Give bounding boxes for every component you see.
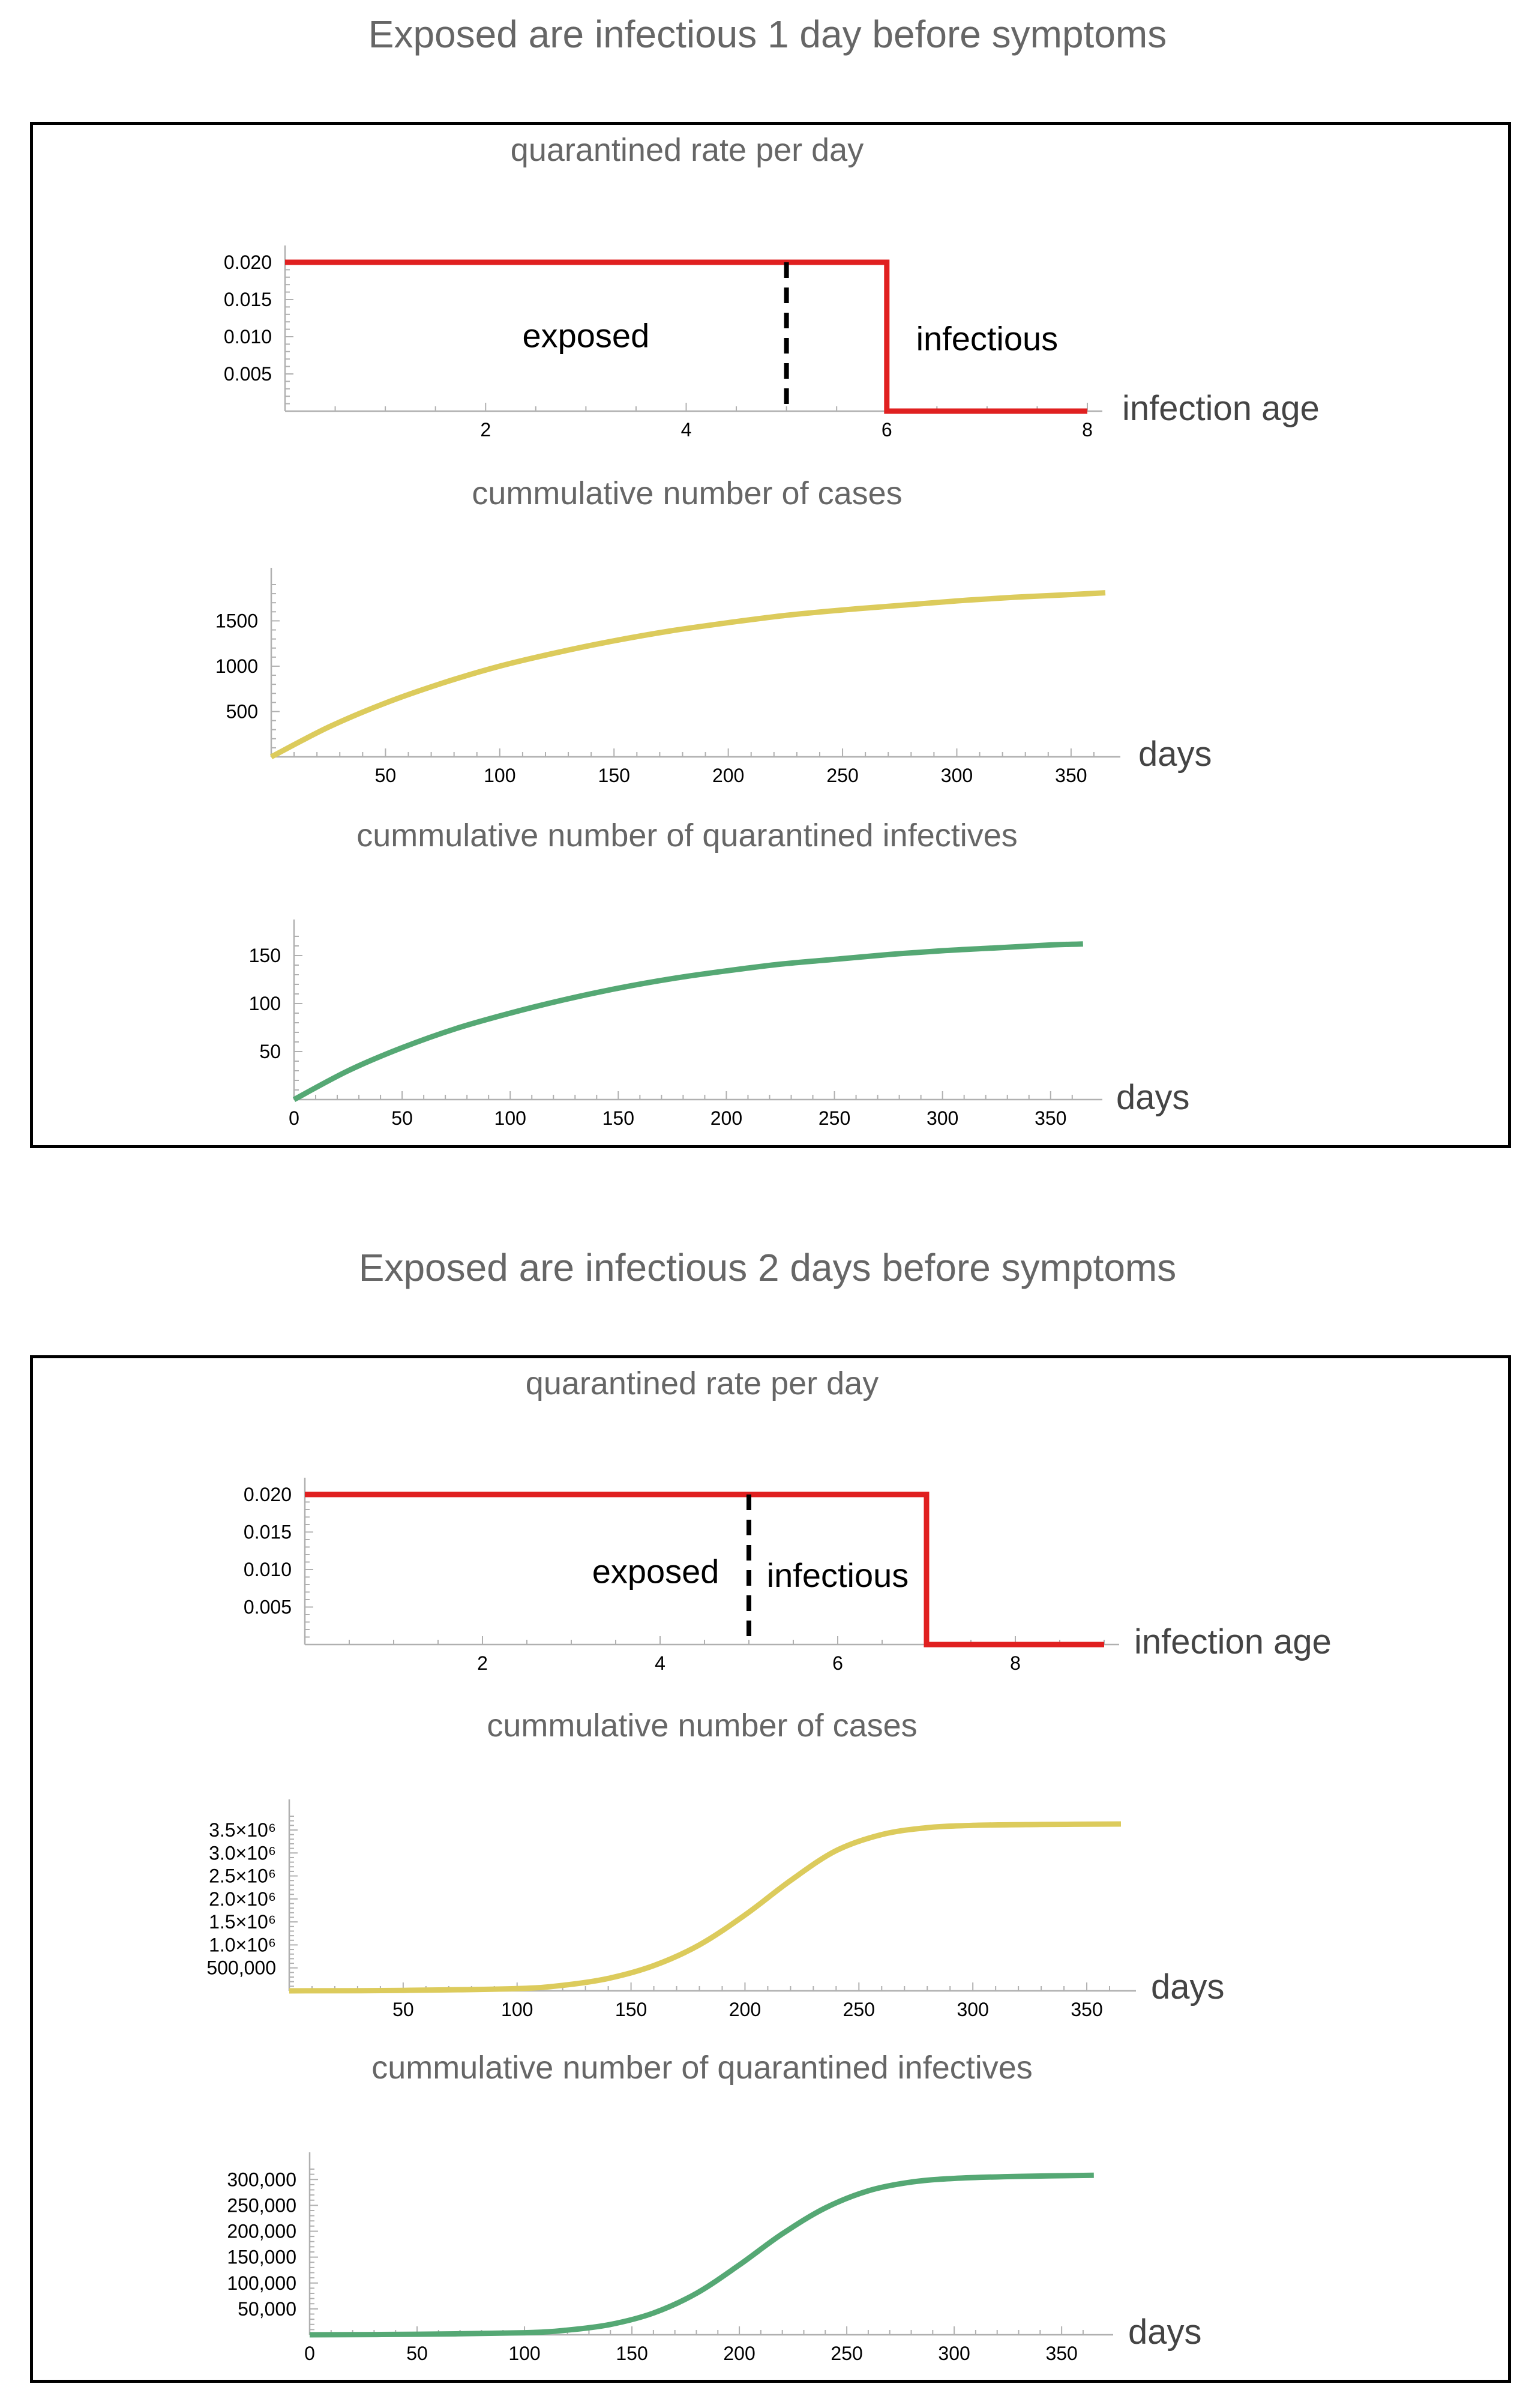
x-axis-label: days bbox=[1116, 1078, 1190, 1117]
x-tick-label: 8 bbox=[1010, 1652, 1021, 1674]
y-tick-label: 100,000 bbox=[227, 2272, 296, 2294]
x-tick-label: 0 bbox=[289, 1107, 299, 1129]
x-tick-label: 350 bbox=[1045, 2343, 1078, 2364]
y-tick-label: 2.0×10⁶ bbox=[209, 1888, 276, 1910]
x-axis-label: days bbox=[1128, 2313, 1202, 2352]
x-tick-label: 350 bbox=[1035, 1107, 1067, 1129]
x-tick-label: 0 bbox=[304, 2343, 315, 2364]
y-tick-label: 500,000 bbox=[206, 1957, 276, 1979]
y-tick-label: 0.010 bbox=[223, 326, 272, 348]
x-tick-label: 200 bbox=[710, 1107, 743, 1129]
x-tick-label: 50 bbox=[406, 2343, 428, 2364]
chart-title: cummulative number of cases bbox=[472, 475, 903, 511]
x-tick-label: 6 bbox=[881, 419, 892, 441]
y-tick-label: 200,000 bbox=[227, 2220, 296, 2242]
x-tick-label: 200 bbox=[723, 2343, 755, 2364]
x-tick-label: 350 bbox=[1055, 765, 1087, 786]
chart-4 bbox=[244, 1365, 1332, 1674]
x-tick-label: 2 bbox=[477, 1652, 488, 1674]
y-tick-label: 250,000 bbox=[227, 2194, 296, 2217]
x-tick-label: 250 bbox=[818, 1107, 851, 1129]
chart-title: quarantined rate per day bbox=[510, 132, 864, 168]
y-tick-label: 0.015 bbox=[223, 289, 272, 310]
x-tick-label: 8 bbox=[1082, 419, 1093, 441]
x-tick-label: 150 bbox=[602, 1107, 635, 1129]
y-tick-label: 1500 bbox=[215, 610, 258, 632]
region-label: exposed bbox=[522, 316, 650, 355]
y-tick-label: 50 bbox=[259, 1041, 281, 1062]
chart-5 bbox=[206, 1708, 1224, 2020]
y-tick-label: 0.020 bbox=[223, 251, 272, 273]
x-tick-label: 6 bbox=[832, 1652, 843, 1674]
x-tick-label: 300 bbox=[940, 765, 973, 786]
x-axis-label: infection age bbox=[1134, 1622, 1332, 1661]
chart-6 bbox=[227, 2050, 1201, 2364]
x-tick-label: 250 bbox=[831, 2343, 863, 2364]
region-label: infectious bbox=[916, 319, 1059, 358]
chart-title: cummulative number of quarantined infectives bbox=[356, 817, 1018, 853]
y-tick-label: 0.020 bbox=[243, 1484, 292, 1505]
y-tick-label: 2.5×10⁶ bbox=[209, 1865, 276, 1887]
y-tick-label: 0.010 bbox=[243, 1559, 292, 1580]
x-tick-label: 350 bbox=[1071, 1999, 1103, 2020]
x-axis-label: infection age bbox=[1122, 389, 1320, 428]
y-tick-label: 0.005 bbox=[223, 363, 272, 385]
region-label: exposed bbox=[592, 1552, 719, 1591]
x-axis-label: days bbox=[1138, 735, 1212, 774]
series-line bbox=[289, 1824, 1121, 1991]
chart-2 bbox=[215, 475, 1212, 786]
x-tick-label: 150 bbox=[616, 2343, 648, 2364]
x-tick-label: 50 bbox=[392, 1999, 414, 2020]
x-tick-label: 200 bbox=[712, 765, 745, 786]
y-tick-label: 1000 bbox=[215, 655, 258, 677]
chart-title: cummulative number of cases bbox=[487, 1708, 918, 1744]
y-tick-label: 100 bbox=[248, 993, 281, 1014]
x-tick-label: 100 bbox=[494, 1107, 526, 1129]
x-tick-label: 50 bbox=[374, 765, 397, 786]
y-tick-label: 150,000 bbox=[227, 2246, 296, 2268]
y-tick-label: 1.0×10⁶ bbox=[209, 1934, 276, 1956]
x-tick-label: 250 bbox=[826, 765, 859, 786]
chart-title: quarantined rate per day bbox=[525, 1365, 879, 1401]
x-tick-label: 200 bbox=[728, 1999, 761, 2020]
x-tick-label: 150 bbox=[598, 765, 630, 786]
x-tick-label: 300 bbox=[938, 2343, 970, 2364]
scenario-1-title: Exposed are infectious 1 day before symptoms bbox=[368, 13, 1167, 56]
x-tick-label: 4 bbox=[680, 419, 692, 441]
x-tick-label: 100 bbox=[484, 765, 516, 786]
x-tick-label: 150 bbox=[614, 1999, 647, 2020]
chart-title: cummulative number of quarantined infectives bbox=[371, 2050, 1033, 2086]
chart-1 bbox=[224, 132, 1320, 441]
x-tick-label: 4 bbox=[655, 1652, 665, 1674]
scenario-2-title: Exposed are infectious 2 days before symptoms bbox=[358, 1246, 1177, 1289]
x-tick-label: 300 bbox=[957, 1999, 989, 2020]
series-line bbox=[271, 593, 1105, 757]
region-label: infectious bbox=[766, 1556, 909, 1594]
series-line bbox=[310, 2175, 1094, 2335]
x-axis-label: days bbox=[1151, 1967, 1225, 2006]
x-tick-label: 100 bbox=[501, 1999, 533, 2020]
chart-3 bbox=[249, 817, 1190, 1129]
y-tick-label: 3.0×10⁶ bbox=[209, 1842, 276, 1864]
series-line bbox=[294, 944, 1083, 1100]
x-tick-label: 250 bbox=[843, 1999, 876, 2020]
y-tick-label: 500 bbox=[226, 700, 258, 723]
y-tick-label: 0.005 bbox=[243, 1596, 292, 1618]
y-tick-label: 150 bbox=[248, 945, 281, 966]
y-tick-label: 1.5×10⁶ bbox=[209, 1911, 276, 1933]
x-tick-label: 2 bbox=[480, 419, 491, 441]
y-tick-label: 3.5×10⁶ bbox=[209, 1819, 276, 1841]
x-tick-label: 50 bbox=[391, 1107, 413, 1129]
y-tick-label: 0.015 bbox=[243, 1521, 292, 1543]
x-tick-label: 300 bbox=[926, 1107, 959, 1129]
y-tick-label: 300,000 bbox=[227, 2169, 296, 2191]
y-tick-label: 50,000 bbox=[238, 2298, 296, 2320]
x-tick-label: 100 bbox=[508, 2343, 541, 2364]
